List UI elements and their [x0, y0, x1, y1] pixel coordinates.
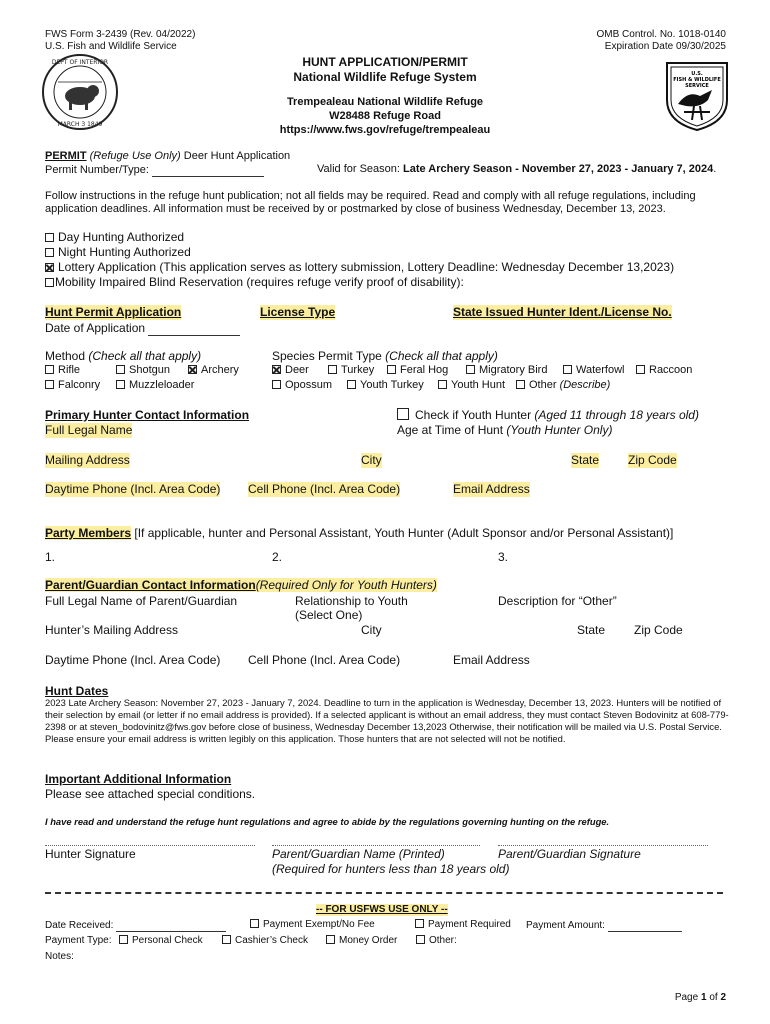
hunt-permit-heading: Hunt Permit Application	[45, 305, 182, 319]
species-option-opossum[interactable]: Opossum	[272, 379, 332, 392]
species-option-youth-hunt[interactable]: Youth Hunt	[438, 379, 505, 392]
payment-exempt-option[interactable]: Payment Exempt/No Fee	[250, 919, 375, 931]
checkbox[interactable]	[387, 365, 396, 374]
checkbox[interactable]	[636, 365, 645, 374]
hunt-dates-heading: Hunt Dates	[45, 684, 109, 698]
species-option-other[interactable]: Other (Describe)	[516, 379, 610, 392]
parent-note: (Required Only for Youth Hunters)	[255, 578, 437, 592]
species-option-turkey[interactable]: Turkey	[328, 364, 374, 377]
relationship-label: Relationship to Youth	[295, 594, 408, 608]
species-option-feral-hog[interactable]: Feral Hog	[387, 364, 448, 377]
auth-option-lottery[interactable]: Lottery Application (This application serves as lottery submission, Lottery Deadline: Wednesday December 13,2023)	[45, 260, 674, 275]
auth-option-night[interactable]: Night Hunting Authorized	[45, 245, 674, 260]
payment-amount-field[interactable]	[608, 919, 682, 932]
species-option-waterfowl[interactable]: Waterfowl	[563, 364, 625, 377]
hunter-signature-label: Hunter Signature	[45, 847, 136, 861]
day-phone-label: Daytime Phone (Incl. Area Code)	[45, 482, 221, 496]
permit-label: PERMIT	[45, 150, 87, 162]
svg-text:FISH & WILDLIFE: FISH & WILDLIFE	[673, 77, 721, 83]
relationship-note: (Select One)	[295, 608, 363, 622]
party-slot-1[interactable]: 1.	[45, 550, 56, 564]
method-option-muzzleloader[interactable]: Muzzleloader	[116, 379, 194, 392]
checkbox[interactable]	[45, 365, 54, 374]
party-members-note: [If applicable, hunter and Personal Assistant, Youth Hunter (Adult Sponsor and/or Personal Assistant)]	[134, 526, 674, 540]
checkbox[interactable]	[222, 935, 231, 944]
payment-required-option[interactable]: Payment Required	[415, 919, 511, 931]
checkbox[interactable]	[45, 380, 54, 389]
mailing-address-label: Mailing Address	[45, 453, 130, 467]
agreement-text: I have read and understand the refuge hunt regulations and agree to abide by the regulations governing hunting on the refuge.	[45, 816, 610, 827]
parent-city-label: City	[361, 623, 382, 637]
other-description-label: Description for “Other”	[498, 594, 617, 608]
date-received-row: Date Received:	[45, 919, 226, 932]
parent-name-label: Full Legal Name of Parent/Guardian	[45, 594, 238, 608]
form-subtitle: National Wildlife Refuge System	[293, 70, 477, 84]
permit-number-label: Permit Number/Type:	[45, 164, 149, 176]
notes-label: Notes:	[45, 951, 74, 962]
species-option-deer[interactable]: Deer	[272, 364, 309, 377]
season-value: Late Archery Season - November 27, 2023 - January 7, 2024	[403, 163, 714, 175]
age-at-hunt: Age at Time of Hunt (Youth Hunter Only)	[397, 423, 613, 437]
payment-amount-row: Payment Amount:	[526, 919, 682, 932]
party-slot-2[interactable]: 2.	[272, 550, 283, 564]
payment-type-other[interactable]: Other:	[416, 935, 457, 947]
checkbox[interactable]	[516, 380, 525, 389]
parent-signature-label: Parent/Guardian Signature	[498, 847, 641, 861]
auth-option-day[interactable]: Day Hunting Authorized	[45, 230, 674, 245]
species-label-row: Species Permit Type (Check all that apply)	[272, 349, 498, 363]
primary-hunter-heading: Primary Hunter Contact Information	[45, 408, 250, 422]
form-title: HUNT APPLICATION/PERMIT	[302, 55, 468, 69]
parent-heading-row	[45, 578, 437, 593]
signature-note: (Required for hunters less than 18 years old)	[272, 862, 510, 876]
checkbox-checked[interactable]	[272, 365, 281, 374]
parent-zip-label: Zip Code	[634, 623, 683, 637]
state-license-heading: State Issued Hunter Ident./License No.	[453, 305, 672, 319]
expiration-date: Expiration Date 09/30/2025	[604, 41, 726, 52]
parent-day-phone-label: Daytime Phone (Incl. Area Code)	[45, 653, 221, 667]
checkbox[interactable]	[119, 935, 128, 944]
hunter-mailing-label: Hunter’s Mailing Address	[45, 623, 178, 637]
svg-text:DEPT OF INTERIOR: DEPT OF INTERIOR	[51, 59, 109, 66]
checkbox-checked[interactable]	[188, 365, 197, 374]
method-option-archery[interactable]: Archery	[188, 364, 239, 377]
refuge-address: W28488 Refuge Road	[329, 110, 441, 122]
page-number: Page 1 of 2	[674, 992, 726, 1003]
party-slot-3[interactable]: 3.	[498, 550, 509, 564]
checkbox[interactable]	[116, 365, 125, 374]
instructions: Follow instructions in the refuge hunt publication; not all fields may be required. Read and comply with all refuge regulations, including application deadlines. All information must be received by or postmarked by close of business Wednesday, December 13, 2023.	[45, 190, 696, 215]
checkbox[interactable]	[45, 278, 54, 287]
checkbox[interactable]	[466, 365, 475, 374]
permit-type: Deer Hunt Application	[183, 150, 291, 162]
additional-info-heading: Important Additional Information	[45, 772, 232, 786]
permit-number-field[interactable]	[152, 163, 264, 177]
svg-text:U.S.: U.S.	[691, 71, 703, 77]
checkbox[interactable]	[250, 919, 259, 928]
method-option-rifle[interactable]: Rifle	[45, 364, 80, 377]
season-label: Valid for Season:	[317, 163, 400, 175]
method-option-falconry[interactable]: Falconry	[45, 379, 100, 392]
cell-phone-label: Cell Phone (Incl. Area Code)	[248, 482, 401, 496]
zip-label: Zip Code	[628, 453, 677, 467]
date-received-field[interactable]	[116, 919, 226, 932]
date-of-application-row	[45, 320, 240, 336]
checkbox[interactable]	[272, 380, 281, 389]
method-label-row: Method (Check all that apply)	[45, 349, 202, 363]
checkbox[interactable]	[438, 380, 447, 389]
full-legal-name-label: Full Legal Name	[45, 423, 133, 437]
omb-number: OMB Control. No. 1018-0140	[596, 29, 726, 40]
parent-cell-phone-label: Cell Phone (Incl. Area Code)	[248, 653, 401, 667]
parent-heading: Parent/Guardian Contact Information	[45, 578, 256, 592]
species-option-raccoon[interactable]: Raccoon	[636, 364, 692, 377]
form-number: FWS Form 3-2439 (Rev. 04/2022)	[45, 29, 196, 40]
checkbox[interactable]	[416, 935, 425, 944]
checkbox[interactable]	[415, 919, 424, 928]
checkbox[interactable]	[116, 380, 125, 389]
parent-name-label: Parent/Guardian Name (Printed)	[272, 847, 445, 861]
refuge-name: Trempealeau National Wildlife Refuge	[286, 96, 484, 108]
svg-text:SERVICE: SERVICE	[685, 83, 709, 89]
date-of-application-label: Date of Application	[45, 321, 146, 335]
checkbox[interactable]	[397, 408, 409, 420]
office-divider	[45, 892, 723, 894]
office-use-heading: -- FOR USFWS USE ONLY --	[316, 904, 448, 915]
additional-info-text: Please see attached special conditions.	[45, 787, 256, 801]
refuge-url[interactable]: https://www.fws.gov/refuge/trempealeau	[279, 124, 491, 136]
permit-number-row	[45, 163, 264, 177]
checkbox[interactable]	[326, 935, 335, 944]
svg-text:MARCH 3 1849: MARCH 3 1849	[57, 121, 103, 128]
city-label: City	[361, 453, 382, 467]
method-option-shotgun[interactable]: Shotgun	[116, 364, 170, 377]
parent-name-line[interactable]	[272, 845, 480, 846]
state-label: State	[571, 453, 600, 467]
parent-signature-line[interactable]	[498, 845, 708, 846]
date-of-application-field[interactable]	[148, 320, 240, 336]
license-type-heading: License Type	[260, 305, 336, 319]
species-option-youth-turkey[interactable]: Youth Turkey	[347, 379, 424, 392]
permit-note: (Refuge Use Only)	[89, 150, 181, 162]
auth-options	[45, 230, 674, 290]
party-members-row	[45, 526, 673, 541]
checkbox-checked[interactable]	[45, 263, 54, 272]
auth-option-mobility[interactable]: Mobility Impaired Blind Reservation (requires refuge verify proof of disability):	[45, 275, 674, 290]
email-label: Email Address	[453, 482, 530, 496]
party-members-heading: Party Members	[45, 526, 132, 540]
checkbox[interactable]	[45, 248, 54, 257]
species-option-migratory-bird[interactable]: Migratory Bird	[466, 364, 547, 377]
youth-hunter-check[interactable]: Check if Youth Hunter (Aged 11 through 18 years old)	[397, 408, 699, 423]
checkbox[interactable]	[45, 233, 54, 242]
payment-type-money-order[interactable]: Money Order	[326, 935, 397, 947]
hunt-dates-text: 2023 Late Archery Season: November 27, 2023 - January 7, 2024. Deadline to turn in the application is Wednesday, December 13, 2023. Hunters will be notified of their selection by email (or letter if no email address is provided). If a selected applicant is without an email address, they must contact Steven Bodovinitz at 608-779-2398 or at steven_bodovinitz@fws.gov before close of business, Wednesday December 13,2023 Otherwise, their notification will be mailed via U.S. Postal Service. Please ensure your email address is written legibly on this application. Those hunters that are not selected will not be notified.	[45, 697, 729, 744]
checkbox[interactable]	[563, 365, 572, 374]
hunter-signature-line[interactable]	[45, 845, 255, 846]
checkbox[interactable]	[347, 380, 356, 389]
payment-type-personal-check[interactable]: Personal Check	[119, 935, 203, 947]
payment-type-cashiers-check[interactable]: Cashier’s Check	[222, 935, 308, 947]
permit-line	[45, 150, 290, 163]
checkbox[interactable]	[328, 365, 337, 374]
season-row: Valid for Season: Late Archery Season - November 27, 2023 - January 7, 2024.	[317, 163, 717, 175]
parent-email-label: Email Address	[453, 653, 530, 667]
payment-type-label: Payment Type:	[45, 935, 112, 946]
parent-state-label: State	[577, 623, 606, 637]
agency-name: U.S. Fish and Wildlife Service	[45, 41, 177, 52]
